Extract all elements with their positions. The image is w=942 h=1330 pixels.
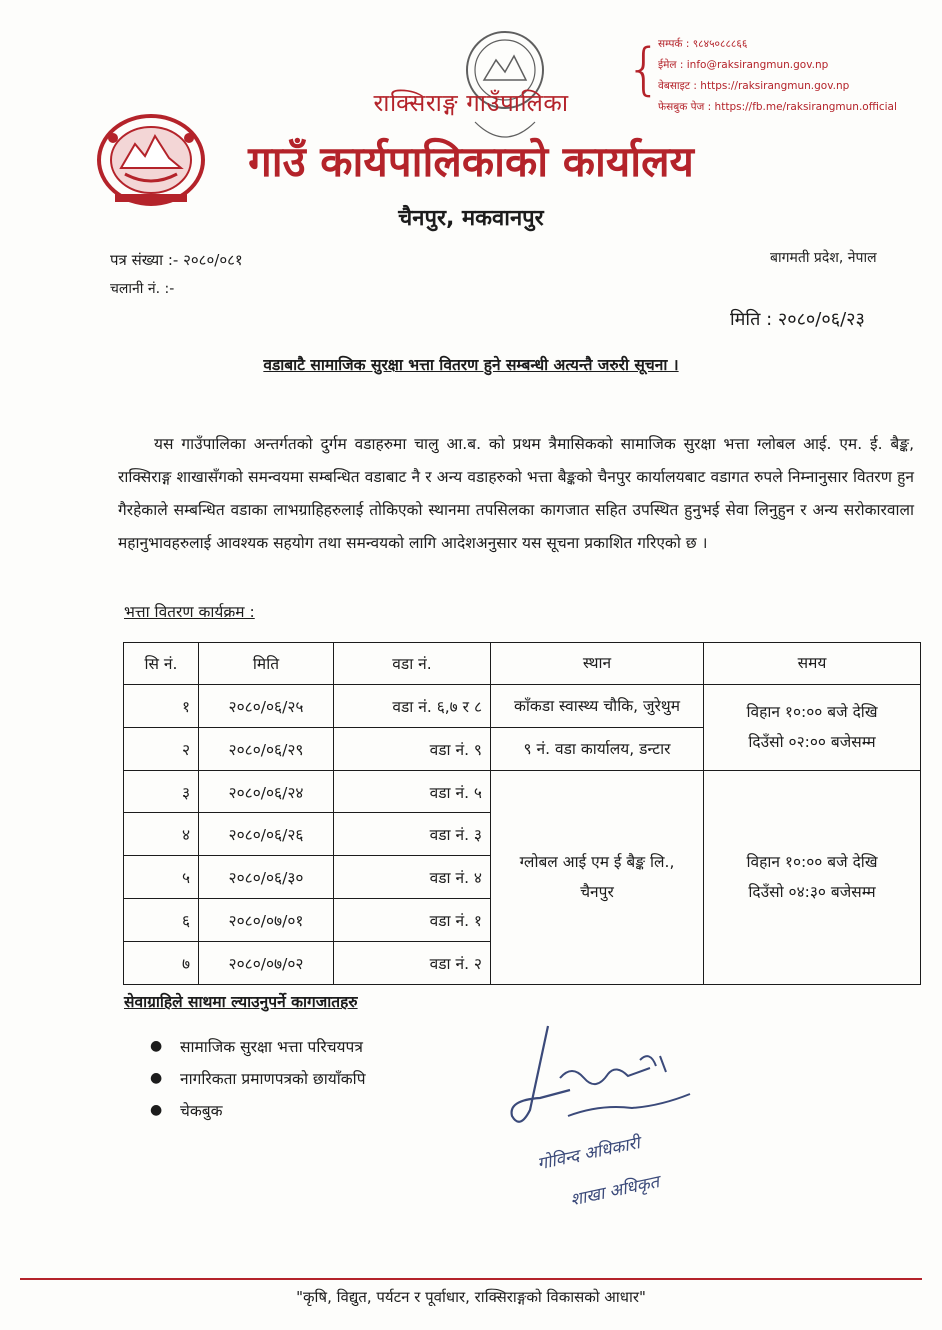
row-place: काँकडा स्वास्थ्य चौकि, जुरेथुम [491,684,704,727]
row-sn: २ [124,727,199,770]
place-bank-name: ग्लोबल आई एम ई बैङ्क लि., [519,853,675,872]
rural-municipality-name: राक्सिराङ्ग गाउँपालिका [373,89,569,117]
notice-subject [0,353,942,375]
time-end: दिउँसो ०२:०० बजेसम्म [748,733,876,752]
row-ward: वडा नं. २ [334,942,491,985]
row-date: २०८०/०६/३० [199,856,334,899]
place-bank-branch: चैनपुर [580,883,614,902]
time-start: विहान १०:०० बजे देखि [746,703,878,722]
distribution-schedule-table [123,642,921,985]
documents-heading: सेवाग्राहिले साथमा ल्याउनुपर्ने कागजातहरु [124,993,358,1011]
table-row [124,770,921,813]
row-ward: वडा नं. ५ [334,770,491,813]
brace-icon: { [626,37,662,102]
list-item [150,1030,366,1062]
row-date: २०८०/०६/२५ [199,684,334,727]
row-ward: वडा नं. १ [334,899,491,942]
time-end: दिउँसो ०४:३० बजेसम्म [748,883,876,902]
contact-facebook: फेसबुक पेज : https://fb.me/raksirangmun.official [658,101,897,113]
row-sn: ७ [124,942,199,985]
office-address: चैनपुर, मकवानपुर [398,206,544,231]
bullet-icon: ● [150,1070,163,1086]
document-item: नागरिकता प्रमाणपत्रको छायाँकपि [180,1070,366,1088]
notice-body: यस गाउँपालिका अन्तर्गतको दुर्गम वडाहरुमा चालु आ.ब. को प्रथम त्रैमासिकको सामाजिक सुरक्षा भत्ता ग्लोबल आई. एम. ई. बैङ्क, राक्सिराङ्ग शाखासँगको समन्वयमा सम्बन्धित वडाबाट नै र अन्य वडाहरुको भत्ता बैङ्कको चैनपुर कार्यालयबाट वडागत रुपले निम्नानुसार वितरण हुन गैरहेकाले सम्बन्धित वडाका लाभग्राहिहरुलाई तोकिएको स्थानमा तपसिलका कागजात सहित उपस्थित हुनुभई सेवा लिनुहुन र अन्य सरोकारवाला महानुभावहरुलाई आवश्यक सहयोग तथा समन्वयको लागि आदेशअनुसार यस सूचना प्रकाशित गरिएको छ । [118,435,914,552]
contact-email: ईमेल : info@raksirangmun.gov.np [658,59,829,71]
row-ward: वडा नं. ३ [334,813,491,856]
bullet-icon: ● [150,1038,163,1054]
column-header-ward: वडा नं. [334,643,491,685]
row-date: २०८०/०७/०२ [199,942,334,985]
documents-list [150,1030,366,1126]
table-row [124,684,921,727]
contact-phone: सम्पर्क : ९८४५०८८८६६ [658,38,748,50]
column-header-time: समय [704,643,921,685]
row-place: ९ नं. वडा कार्यालय, डन्टार [491,727,704,770]
row-sn: ४ [124,813,199,856]
row-date: २०८०/०६/२६ [199,813,334,856]
row-date: २०८०/०७/०१ [199,899,334,942]
time-cell-group-2 [704,770,921,984]
letter-date: मिति : २०८०/०६/२३ [730,309,865,330]
notice-subject-text: वडाबाटै सामाजिक सुरक्षा भत्ता वितरण हुने सम्बन्धी अत्यन्तै जरुरी सूचना । [263,356,679,374]
signatory-name: गोविन्द अधिकारी [535,1133,642,1175]
row-ward: वडा नं. ६,७ र ८ [334,684,491,727]
list-item [150,1094,366,1126]
signatory-title: शाखा अधिकृत [568,1172,662,1211]
row-sn: ६ [124,899,199,942]
time-cell-group-1 [704,684,921,770]
column-header-sn: सि नं. [124,643,199,685]
row-sn: ३ [124,770,199,813]
office-title: गाउँ कार्यपालिकाको कार्यालय [248,137,694,186]
row-ward: वडा नं. ४ [334,856,491,899]
time-start: विहान १०:०० बजे देखि [746,853,878,872]
row-sn: १ [124,684,199,727]
document-item: सामाजिक सुरक्षा भत्ता परिचयपत्र [180,1038,363,1056]
row-sn: ५ [124,856,199,899]
column-header-place: स्थान [491,643,704,685]
footer-slogan: "कृषि, विद्युत, पर्यटन र पूर्वाधार, राक्सिराङ्गको विकासको आधार" [296,1288,646,1306]
province-label: बागमती प्रदेश, नेपाल [770,250,877,266]
handwritten-signature-icon [500,1020,720,1140]
document-item: चेकबुक [180,1102,223,1120]
list-item [150,1062,366,1094]
footer-divider [20,1278,922,1280]
dispatch-number: चलानी नं. :- [110,281,175,297]
row-date: २०८०/०६/२४ [199,770,334,813]
row-ward: वडा नं. ९ [334,727,491,770]
contact-block [626,34,930,118]
schedule-heading: भत्ता वितरण कार्यक्रम : [124,603,255,621]
bullet-icon: ● [150,1102,163,1118]
column-header-date: मिति [199,643,334,685]
reference-number: पत्र संख्या :- २०८०/०८१ [110,251,243,269]
place-cell-group-2 [491,770,704,984]
row-date: २०८०/०६/२९ [199,727,334,770]
contact-website: वेबसाइट : https://raksirangmun.gov.np [658,80,850,92]
table-header-row [124,643,921,685]
